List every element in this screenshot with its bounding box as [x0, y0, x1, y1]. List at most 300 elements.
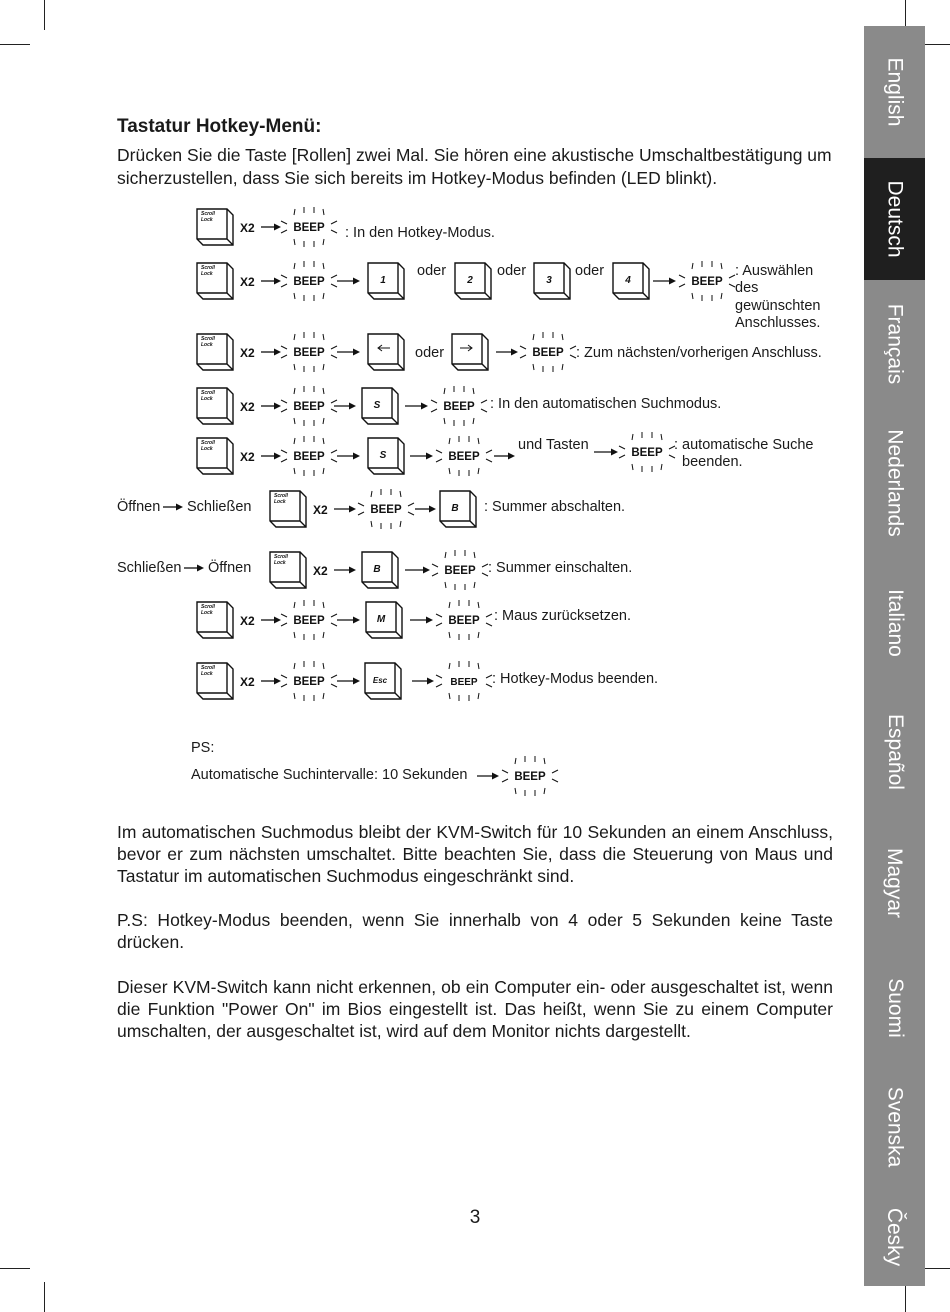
beep-label: BEEP — [631, 447, 663, 459]
beep-ray — [294, 263, 295, 269]
arrow-head — [274, 453, 281, 460]
beep-ray — [281, 614, 287, 617]
beep-icon — [436, 661, 492, 701]
beep-ray — [294, 468, 295, 474]
beep-ray — [449, 663, 450, 669]
beep-ray — [478, 602, 479, 608]
key-m-icon — [366, 602, 402, 638]
beep-ray — [281, 230, 287, 233]
und-tasten-label: und Tasten — [518, 437, 589, 453]
row-description: : Auswählen des gewünschten Anschlusses. — [735, 263, 821, 331]
lang-label: Español — [883, 714, 907, 790]
beep-ray — [294, 388, 295, 394]
lang-label: Français — [883, 303, 907, 385]
oder-label: oder — [417, 263, 447, 279]
beep-icon — [358, 489, 414, 529]
beep-label: BEEP — [450, 677, 478, 688]
state-from-label: Schließen — [117, 560, 182, 576]
arrow-icon — [412, 678, 434, 685]
beep-ray — [331, 400, 337, 403]
arrow-icon — [261, 403, 281, 410]
beep-label: BEEP — [293, 615, 325, 627]
key-4-icon — [613, 263, 649, 299]
beep-icon — [431, 386, 487, 426]
arrow-icon — [653, 278, 676, 285]
lang-label: Česky — [883, 1207, 907, 1267]
key-label: 1 — [380, 275, 386, 286]
beep-ray — [294, 209, 295, 215]
beep-ray — [478, 693, 479, 699]
beep-ray — [408, 503, 414, 506]
arrow-icon — [261, 349, 281, 356]
arrow-head — [274, 224, 281, 231]
state-from-label: Öffnen — [117, 499, 161, 515]
beep-ray — [692, 263, 693, 269]
beep-ray — [331, 230, 337, 233]
scroll-lock-label: Lock — [274, 499, 286, 505]
scroll-lock-label: Lock — [201, 396, 213, 402]
beep-ray — [692, 293, 693, 299]
key-label: S — [379, 450, 387, 461]
scroll-lock-label: Lock — [201, 271, 213, 277]
beep-ray — [294, 418, 295, 424]
beep-ray — [281, 623, 287, 626]
beep-icon — [281, 600, 337, 640]
beep-ray — [632, 434, 633, 440]
scroll-lock-label: Scroll — [201, 604, 215, 610]
beep-ray — [436, 459, 442, 462]
key-label: 4 — [625, 275, 631, 286]
times-two-label: X2 — [240, 221, 255, 235]
ps-text: Automatische Suchintervalle: 10 Sekunden — [191, 767, 468, 783]
left-arrow-key-icon — [368, 334, 404, 370]
row-description: : In den automatischen Suchmodus. — [490, 396, 722, 412]
arrow-icon — [415, 506, 436, 513]
beep-ray — [436, 614, 442, 617]
arrow-icon — [405, 403, 428, 410]
body-paragraph: Im automatischen Suchmodus bleibt der KVM-Switch für 10 Sekunden an einem Anschluss, bevor er zum nächsten umschaltet. Bitte beachten Sie, dass die Steuerung von Maus und Tastatur im automatischen Suchmodus eingeschränkt sind. — [117, 822, 833, 886]
beep-ray — [474, 552, 475, 558]
beep-icon — [281, 436, 337, 476]
beep-ray — [661, 434, 662, 440]
beep-label: BEEP — [293, 276, 325, 288]
key-label: B — [451, 503, 459, 514]
arrow-icon — [410, 617, 433, 624]
beep-label: BEEP — [293, 222, 325, 234]
beep-label: BEEP — [293, 676, 325, 688]
beep-ray — [432, 573, 438, 576]
beep-ray — [431, 400, 437, 403]
beep-ray — [331, 450, 337, 453]
arrow-head — [427, 678, 434, 685]
arrow-icon — [337, 349, 360, 356]
beep-ray — [562, 334, 563, 340]
times-two-label: X2 — [240, 400, 255, 414]
beep-icon — [619, 432, 675, 472]
scroll-lock-label: Scroll — [201, 265, 215, 271]
arrow-icon — [261, 453, 281, 460]
beep-ray — [281, 684, 287, 687]
beep-ray — [331, 675, 337, 678]
lang-label: English — [883, 57, 907, 127]
arrow-head — [349, 506, 356, 513]
beep-label: BEEP — [293, 401, 325, 413]
scroll-lock-label: Lock — [274, 560, 286, 566]
beep-ray — [721, 293, 722, 299]
beep-ray — [445, 552, 446, 558]
beep-ray — [436, 450, 442, 453]
arrow-icon — [163, 504, 183, 511]
scroll-lock-key-icon — [197, 602, 233, 638]
beep-ray — [486, 623, 492, 626]
row-description: : In den Hotkey-Modus. — [345, 225, 495, 241]
beep-ray — [478, 663, 479, 669]
beep-ray — [281, 450, 287, 453]
row-description: : Maus zurücksetzen. — [494, 608, 631, 624]
beep-ray — [281, 275, 287, 278]
beep-ray — [436, 675, 442, 678]
times-two-label: X2 — [240, 346, 255, 360]
key-esc-icon — [365, 663, 401, 699]
lang-label: Deutsch — [883, 180, 907, 258]
times-two-label: X2 — [313, 564, 328, 578]
arrow-icon — [410, 453, 433, 460]
beep-icon — [520, 332, 576, 372]
key-b-icon — [362, 552, 398, 588]
scroll-lock-key-icon — [197, 334, 233, 370]
beep-label: BEEP — [444, 565, 476, 577]
arrow-head — [274, 278, 281, 285]
beep-ray — [281, 284, 287, 287]
intro-paragraph: Drücken Sie die Taste [Rollen] zwei Mal. Sie hören eine akustische Umschaltbestätigung um sicherzustellen, dass Sie sich bereits im Hotkey-Modus befinden (LED blinkt). — [117, 145, 832, 188]
beep-label: BEEP — [514, 771, 546, 783]
body-paragraph: P.S: Hotkey-Modus beenden, wenn Sie innerhalb von 4 oder 5 Sekunden keine Taste drücken. — [117, 910, 833, 952]
oder-label: oder — [575, 263, 605, 279]
beep-ray — [436, 623, 442, 626]
arrow-head — [274, 678, 281, 685]
arrow-head — [274, 349, 281, 356]
key-s-icon — [362, 388, 398, 424]
beep-ray — [619, 446, 625, 449]
arrow-head — [511, 349, 518, 356]
beep-ray — [449, 468, 450, 474]
arrow-icon — [184, 565, 204, 572]
arrow-head — [421, 403, 428, 410]
beep-ray — [449, 693, 450, 699]
beep-ray — [562, 364, 563, 370]
arrow-icon — [261, 224, 281, 231]
arrow-icon — [334, 506, 356, 513]
key-b-icon — [440, 491, 476, 527]
times-two-label: X2 — [313, 503, 328, 517]
arrow-head — [508, 453, 515, 460]
beep-ray — [400, 491, 401, 497]
times-two-label: X2 — [240, 450, 255, 464]
beep-icon — [281, 661, 337, 701]
arrow-head — [349, 403, 356, 410]
beep-icon — [281, 261, 337, 301]
beep-ray — [515, 758, 516, 764]
beep-ray — [444, 388, 445, 394]
beep-ray — [533, 364, 534, 370]
beep-ray — [431, 409, 437, 412]
oder-label: oder — [415, 345, 445, 361]
beep-ray — [281, 346, 287, 349]
beep-ray — [619, 455, 625, 458]
arrow-head — [429, 506, 436, 513]
scroll-lock-key-icon — [197, 388, 233, 424]
beep-ray — [323, 293, 324, 299]
beep-ray — [323, 239, 324, 245]
beep-ray — [544, 788, 545, 794]
key-3-icon — [534, 263, 570, 299]
beep-ray — [323, 334, 324, 340]
arrow-icon — [337, 617, 360, 624]
beep-ray — [331, 221, 337, 224]
beep-ray — [281, 409, 287, 412]
beep-ray — [371, 491, 372, 497]
lang-label: Nederlands — [883, 429, 907, 537]
arrow-head — [669, 278, 676, 285]
arrow-head — [611, 449, 618, 456]
key-label: 2 — [467, 275, 473, 286]
beep-ray — [323, 388, 324, 394]
beep-ray — [281, 355, 287, 358]
beep-ray — [679, 284, 685, 287]
arrow-icon — [261, 678, 281, 685]
beep-ray — [331, 623, 337, 626]
beep-ray — [294, 364, 295, 370]
beep-ray — [323, 602, 324, 608]
beep-label: BEEP — [691, 276, 723, 288]
scroll-lock-key-icon — [197, 438, 233, 474]
beep-ray — [294, 693, 295, 699]
key-label: S — [373, 400, 381, 411]
arrow-icon — [477, 773, 499, 780]
arrow-head — [274, 617, 281, 624]
beep-ray — [552, 779, 558, 782]
scroll-lock-label: Scroll — [201, 440, 215, 446]
body-paragraph: Dieser KVM-Switch kann nicht erkennen, ob ein Computer ein- oder ausgeschaltet ist, wenn die Funktion "Power On" im Bios eingestellt ist. Das heißt, wenn Sie zu einem Computer umschalten, der ausgeschaltet ist, wird auf dem Monitor nichts dargestellt. — [117, 977, 833, 1041]
beep-ray — [632, 464, 633, 470]
arrow-icon — [334, 567, 356, 574]
state-to-label: Schließen — [187, 499, 252, 515]
beep-ray — [533, 334, 534, 340]
scroll-lock-label: Scroll — [201, 336, 215, 342]
arrow-icon — [261, 617, 281, 624]
times-two-label: X2 — [240, 614, 255, 628]
arrow-icon — [334, 403, 356, 410]
page-number: 3 — [469, 1207, 481, 1228]
beep-ray — [661, 464, 662, 470]
beep-icon — [679, 261, 735, 301]
beep-ray — [281, 400, 287, 403]
arrow-head — [353, 278, 360, 285]
beep-ray — [449, 438, 450, 444]
beep-icon — [281, 207, 337, 247]
beep-ray — [515, 788, 516, 794]
arrow-icon — [494, 453, 515, 460]
beep-ray — [331, 284, 337, 287]
arrow-icon — [594, 449, 618, 456]
scroll-lock-key-icon — [270, 552, 306, 588]
beep-ray — [444, 418, 445, 424]
beep-ray — [408, 512, 414, 515]
beep-ray — [481, 400, 487, 403]
arrow-head — [176, 504, 183, 511]
scroll-lock-label: Lock — [201, 217, 213, 223]
arrow-head — [423, 567, 430, 574]
beep-ray — [486, 614, 492, 617]
arrow-head — [492, 773, 499, 780]
key-1-icon — [368, 263, 404, 299]
arrow-icon — [405, 567, 430, 574]
beep-ray — [502, 779, 508, 782]
arrow-head — [353, 453, 360, 460]
lang-label: Magyar — [883, 847, 907, 919]
beep-ray — [323, 263, 324, 269]
beep-ray — [552, 770, 558, 773]
row-description: : Zum nächsten/vorherigen Anschluss. — [576, 345, 822, 361]
beep-ray — [520, 355, 526, 358]
beep-ray — [294, 438, 295, 444]
beep-ray — [679, 275, 685, 278]
beep-icon — [281, 386, 337, 426]
beep-ray — [449, 632, 450, 638]
arrow-head — [274, 403, 281, 410]
beep-ray — [281, 221, 287, 224]
beep-ray — [323, 468, 324, 474]
beep-ray — [331, 275, 337, 278]
scroll-lock-key-icon — [197, 263, 233, 299]
beep-ray — [323, 632, 324, 638]
arrow-icon — [337, 678, 360, 685]
beep-ray — [400, 521, 401, 527]
beep-ray — [294, 239, 295, 245]
key-2-icon — [455, 263, 491, 299]
beep-ray — [358, 503, 364, 506]
section-heading: Tastatur Hotkey-Menü: — [117, 116, 322, 137]
beep-ray — [323, 364, 324, 370]
lang-label: Italiano — [883, 589, 907, 657]
beep-ray — [520, 346, 526, 349]
beep-ray — [473, 388, 474, 394]
beep-label: BEEP — [293, 451, 325, 463]
beep-icon — [436, 436, 492, 476]
beep-ray — [331, 614, 337, 617]
key-label: Esc — [372, 676, 388, 685]
beep-ray — [432, 564, 438, 567]
ps-label: PS: — [191, 740, 215, 756]
key-label: B — [373, 564, 381, 575]
arrow-head — [426, 617, 433, 624]
beep-ray — [331, 346, 337, 349]
times-two-label: X2 — [240, 275, 255, 289]
beep-ray — [721, 263, 722, 269]
beep-ray — [481, 409, 487, 412]
oder-label: oder — [497, 263, 527, 279]
beep-label: BEEP — [448, 451, 480, 463]
beep-label: BEEP — [448, 615, 480, 627]
beep-label: BEEP — [443, 401, 475, 413]
arrow-icon — [261, 278, 281, 285]
scroll-lock-label: Scroll — [201, 390, 215, 396]
lang-label: Suomi — [883, 978, 907, 1038]
arrow-head — [197, 565, 204, 572]
beep-icon — [502, 756, 558, 796]
beep-ray — [281, 675, 287, 678]
scroll-lock-label: Scroll — [201, 665, 215, 671]
beep-ray — [478, 438, 479, 444]
right-arrow-key-icon — [452, 334, 488, 370]
scroll-lock-label: Lock — [201, 446, 213, 452]
key-s-icon — [368, 438, 404, 474]
beep-icon — [436, 600, 492, 640]
scroll-lock-key-icon — [270, 491, 306, 527]
arrow-icon — [337, 453, 360, 460]
beep-ray — [436, 684, 442, 687]
arrow-head — [353, 678, 360, 685]
scroll-lock-label: Lock — [201, 671, 213, 677]
beep-ray — [331, 409, 337, 412]
beep-icon — [432, 550, 488, 590]
beep-ray — [323, 663, 324, 669]
scroll-lock-label: Lock — [201, 610, 213, 616]
key-label: M — [376, 614, 386, 625]
arrow-head — [353, 617, 360, 624]
scroll-lock-key-icon — [197, 209, 233, 245]
beep-ray — [323, 209, 324, 215]
beep-ray — [371, 521, 372, 527]
arrow-icon — [337, 278, 360, 285]
row-description: : Summer einschalten. — [488, 560, 633, 576]
beep-ray — [502, 770, 508, 773]
beep-ray — [486, 450, 492, 453]
beep-ray — [323, 693, 324, 699]
scroll-lock-label: Scroll — [274, 493, 288, 499]
beep-ray — [294, 663, 295, 669]
beep-ray — [281, 459, 287, 462]
beep-ray — [323, 418, 324, 424]
beep-label: BEEP — [293, 347, 325, 359]
beep-ray — [544, 758, 545, 764]
row-description: : Hotkey-Modus beenden. — [492, 671, 659, 687]
arrow-head — [426, 453, 433, 460]
beep-icon — [281, 332, 337, 372]
beep-ray — [478, 468, 479, 474]
beep-ray — [331, 355, 337, 358]
arrow-head — [349, 567, 356, 574]
beep-ray — [478, 632, 479, 638]
beep-ray — [331, 684, 337, 687]
beep-label: BEEP — [370, 504, 402, 516]
beep-ray — [474, 582, 475, 588]
scroll-lock-label: Scroll — [274, 554, 288, 560]
lang-label: Svenska — [883, 1086, 907, 1168]
beep-ray — [331, 459, 337, 462]
beep-ray — [445, 582, 446, 588]
beep-ray — [449, 602, 450, 608]
beep-ray — [358, 512, 364, 515]
beep-ray — [294, 602, 295, 608]
scroll-lock-label: Scroll — [201, 211, 215, 217]
beep-ray — [294, 632, 295, 638]
arrow-head — [353, 349, 360, 356]
times-two-label: X2 — [240, 675, 255, 689]
arrow-icon — [496, 349, 518, 356]
row-description: : Summer abschalten. — [484, 499, 626, 515]
scroll-lock-key-icon — [197, 663, 233, 699]
